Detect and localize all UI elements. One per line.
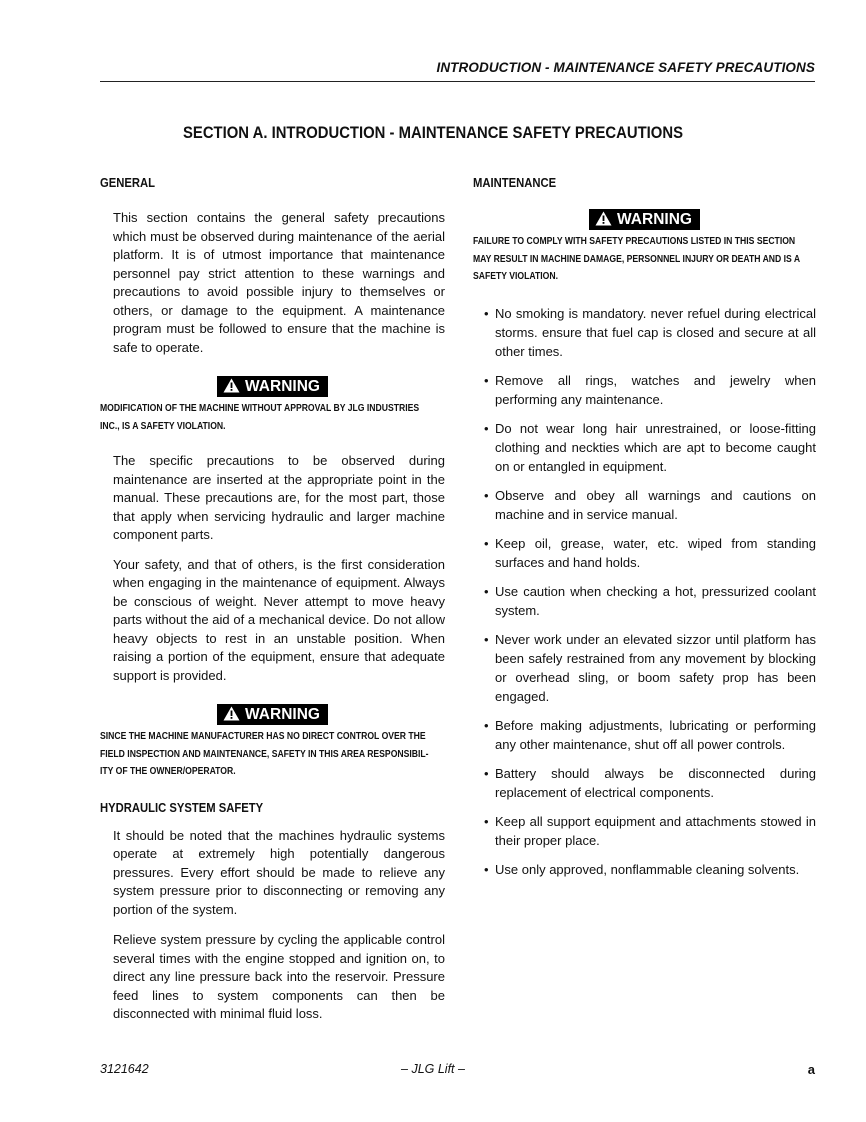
warning-badge bbox=[217, 376, 328, 397]
your-safety-paragraph: Your safety, and that of others, is the first consideration when engaging in the maintenance of equipment. Always be conscious of weight. Never attempt to move heavy parts without the aid of a mechanical device. Do not allow heavy objects to rest in an unstable position. When raising a portion of the equipment, ensure that adequate support is provided. bbox=[113, 556, 445, 683]
warning-line: MAY RESULT IN MACHINE DAMAGE, PERSONNEL INJURY OR DEATH AND IS A bbox=[473, 253, 801, 265]
bullet-dot: • bbox=[484, 717, 489, 733]
list-item-text: Remove all rings, watches and jewelry when performing any maintenance. bbox=[495, 372, 816, 407]
list-item-text: Keep all support equipment and attachments stowed in their proper place. bbox=[495, 813, 816, 848]
warning-line: SINCE THE MACHINE MANUFACTURER HAS NO DIRECT CONTROL OVER THE bbox=[100, 731, 426, 742]
running-header: INTRODUCTION - MAINTENANCE SAFETY PRECAUTIONS bbox=[436, 60, 815, 75]
bullet-dot: • bbox=[484, 583, 489, 599]
hydraulic-paragraph-1: It should be noted that the machines hydraulic systems operate at extremely high potentially dangerous pressures. Every effort should be made to relieve any system pressure prior to disconnecting or removing any portion of the system. bbox=[113, 827, 445, 917]
list-item bbox=[473, 860, 816, 879]
list-item-text: No smoking is mandatory. never refuel during electrical storms. ensure that fuel cap is closed and secure at all other times. bbox=[495, 305, 816, 359]
warning-line: MODIFICATION OF THE MACHINE WITHOUT APPROVAL BY JLG INDUSTRIES bbox=[100, 403, 420, 414]
bullet-dot: • bbox=[484, 813, 489, 829]
warning-block-3 bbox=[473, 209, 816, 230]
bullet-dot: • bbox=[484, 372, 489, 388]
warning-line: FAILURE TO COMPLY WITH SAFETY PRECAUTIONS LISTED IN THIS SECTION bbox=[473, 236, 796, 247]
warning-text-3 bbox=[473, 233, 816, 286]
warning-text-1 bbox=[100, 400, 445, 435]
warning-block-2 bbox=[100, 704, 445, 725]
warning-triangle-icon bbox=[223, 378, 240, 393]
warning-triangle-icon bbox=[595, 211, 612, 226]
warning-badge bbox=[589, 209, 700, 230]
list-item bbox=[473, 764, 816, 802]
list-item-text: Use only approved, nonflammable cleaning solvents. bbox=[495, 861, 800, 877]
list-item bbox=[473, 534, 816, 572]
bullet-dot: • bbox=[484, 487, 489, 503]
bullet-dot: • bbox=[484, 535, 489, 551]
general-intro-paragraph: This section contains the general safety precautions which must be observed during maintenance of the aerial platform. It is of utmost importance that maintenance personnel pay strict attention to these warnings and precautions to avoid possible injury to themselves or others, or damage to the equipment. A maintenance program must be followed to ensure that the machine is safe to operate. bbox=[113, 210, 445, 355]
warning-line: SAFETY VIOLATION. bbox=[473, 271, 558, 282]
warning-text-2 bbox=[100, 728, 445, 781]
list-item-text: Use caution when checking a hot, pressurized coolant system. bbox=[495, 583, 816, 618]
bullet-dot: • bbox=[484, 420, 489, 436]
maintenance-bullet-list bbox=[473, 304, 816, 879]
list-item bbox=[473, 304, 816, 361]
section-title: SECTION A. INTRODUCTION - MAINTENANCE SAFETY PRECAUTIONS bbox=[183, 124, 683, 142]
bullet-dot: • bbox=[484, 861, 489, 877]
list-item bbox=[473, 630, 816, 706]
general-heading: GENERAL bbox=[100, 176, 156, 190]
hydraulic-paragraph-2: Relieve system pressure by cycling the applicable control several times with the engine stopped and ignition on, to direct any line pressure back into the reservoir. Pressure feed lines to system components can then be disconnected with minimal fluid loss. bbox=[113, 932, 445, 1021]
list-item bbox=[473, 419, 816, 476]
footer-page-number: a bbox=[807, 1062, 815, 1077]
warning-label: WARNING bbox=[617, 211, 692, 228]
warning-line: FIELD INSPECTION AND MAINTENANCE, SAFETY IN THIS AREA RESPONSIBIL- bbox=[100, 748, 429, 760]
list-item-text: Battery should always be disconnected during replacement of electrical components. bbox=[495, 765, 816, 800]
warning-badge bbox=[217, 704, 328, 725]
bullet-dot: • bbox=[484, 631, 489, 647]
bullet-dot: • bbox=[484, 305, 489, 321]
warning-line: INC., IS A SAFETY VIOLATION. bbox=[100, 420, 226, 432]
list-item-text: Observe and obey all warnings and cautions on machine and in service manual. bbox=[495, 487, 816, 522]
list-item-text: Keep oil, grease, water, etc. wiped from standing surfaces and hand holds. bbox=[495, 535, 816, 570]
list-item-text: Before making adjustments, lubricating or performing any other maintenance, shut off all power controls. bbox=[495, 717, 816, 752]
right-column bbox=[473, 176, 816, 879]
list-item bbox=[473, 812, 816, 850]
warning-triangle-icon bbox=[223, 706, 240, 721]
specific-precautions-paragraph: The specific precautions to be observed during maintenance are inserted at the appropriate point in the manual. These precautions are, for the most part, those that apply when servicing hydraulic and larger machine component parts. bbox=[113, 453, 445, 542]
footer-publisher: – JLG Lift – bbox=[401, 1062, 465, 1076]
warning-label: WARNING bbox=[245, 706, 320, 723]
list-item bbox=[473, 371, 816, 409]
maintenance-heading: MAINTENANCE bbox=[473, 176, 557, 190]
warning-label: WARNING bbox=[245, 378, 320, 395]
list-item bbox=[473, 486, 816, 524]
list-item-text: Never work under an elevated sizzor until platform has been safely restrained from any movement by blocking or overhead sling, or boom safety prop has been engaged. bbox=[495, 631, 816, 704]
warning-block-1 bbox=[100, 376, 445, 397]
list-item-text: Do not wear long hair unrestrained, or loose-fitting clothing and neckties which are apt to become caught on or entangled in equipment. bbox=[495, 420, 816, 474]
footer-doc-number: 3121642 bbox=[100, 1062, 149, 1076]
left-column bbox=[100, 176, 445, 1024]
list-item bbox=[473, 716, 816, 754]
warning-line: ITY OF THE OWNER/OPERATOR. bbox=[100, 766, 236, 777]
bullet-dot: • bbox=[484, 765, 489, 781]
hydraulic-heading: HYDRAULIC SYSTEM SAFETY bbox=[100, 800, 264, 815]
header-rule bbox=[100, 81, 815, 82]
list-item bbox=[473, 582, 816, 620]
